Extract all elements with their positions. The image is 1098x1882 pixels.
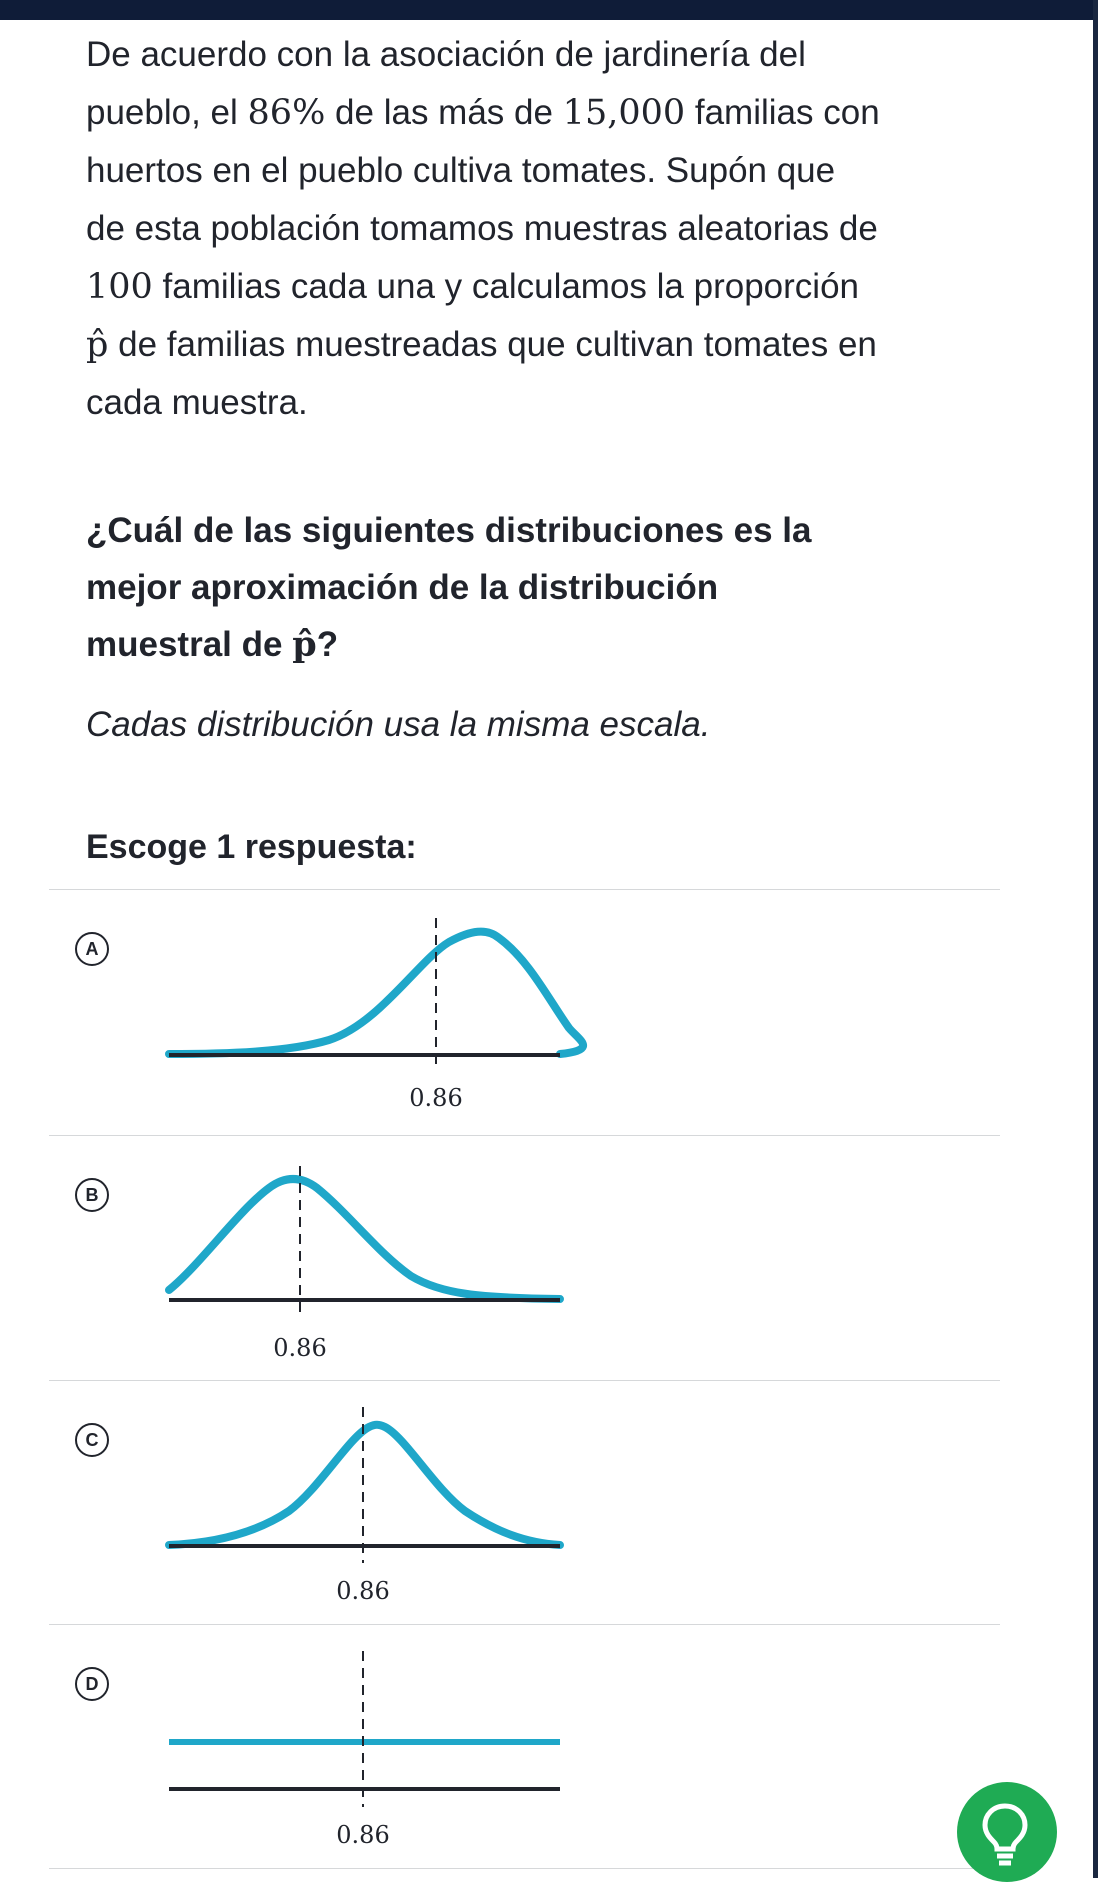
right-edge-bar	[1093, 0, 1098, 1878]
center-label-d: 0.86	[336, 1821, 390, 1849]
choice-b[interactable]	[49, 1136, 1000, 1381]
problem-line-1: De acuerdo con la asociación de jardinería del	[86, 35, 806, 74]
distribution-graph-a	[49, 890, 1000, 1135]
choice-letter-d: D	[75, 1667, 109, 1701]
question-text: ¿Cuál de las siguientes distribuciones es la mejor aproximación de la distribución muestral de p̂?	[86, 511, 812, 665]
top-bar	[0, 0, 1098, 20]
problem-line-5: 100 familias cada una y calculamos la proporción	[86, 267, 859, 307]
scale-note: Cadas distribución usa la misma escala.	[86, 705, 711, 744]
lightbulb-icon	[957, 1782, 1053, 1878]
choice-letter-c: C	[75, 1423, 109, 1457]
problem-line-7: cada muestra.	[86, 383, 308, 422]
choice-c[interactable]	[49, 1381, 1000, 1626]
problem-line-4: de esta población tomamos muestras aleatorias de	[86, 209, 878, 248]
hint-button[interactable]	[957, 1782, 1057, 1882]
problem-line-3: huertos en el pueblo cultiva tomates. Supón que	[86, 151, 836, 190]
density-curve-a	[169, 932, 583, 1054]
choice-a[interactable]	[49, 890, 1000, 1135]
choice-d[interactable]	[49, 1625, 1000, 1870]
choice-letter-b: B	[75, 1178, 109, 1212]
problem-statement	[86, 26, 1006, 432]
distribution-graph-b	[49, 1136, 1000, 1381]
problem-line-2: pueblo, el 86% de las más de 15,000 familias con	[86, 93, 880, 133]
density-curve-c	[169, 1425, 560, 1545]
divider	[49, 1868, 1000, 1869]
center-label-c: 0.86	[336, 1577, 390, 1605]
density-curve-b	[169, 1179, 560, 1299]
distribution-graph-d	[49, 1625, 1000, 1870]
center-label-a: 0.86	[409, 1084, 463, 1112]
distribution-graph-c	[49, 1381, 1000, 1626]
center-label-b: 0.86	[273, 1334, 327, 1362]
choice-letter-a: A	[75, 932, 109, 966]
instruction: Escoge 1 respuesta:	[86, 828, 417, 866]
problem-line-6: p̂ de familias muestreadas que cultivan tomates en	[86, 325, 877, 365]
